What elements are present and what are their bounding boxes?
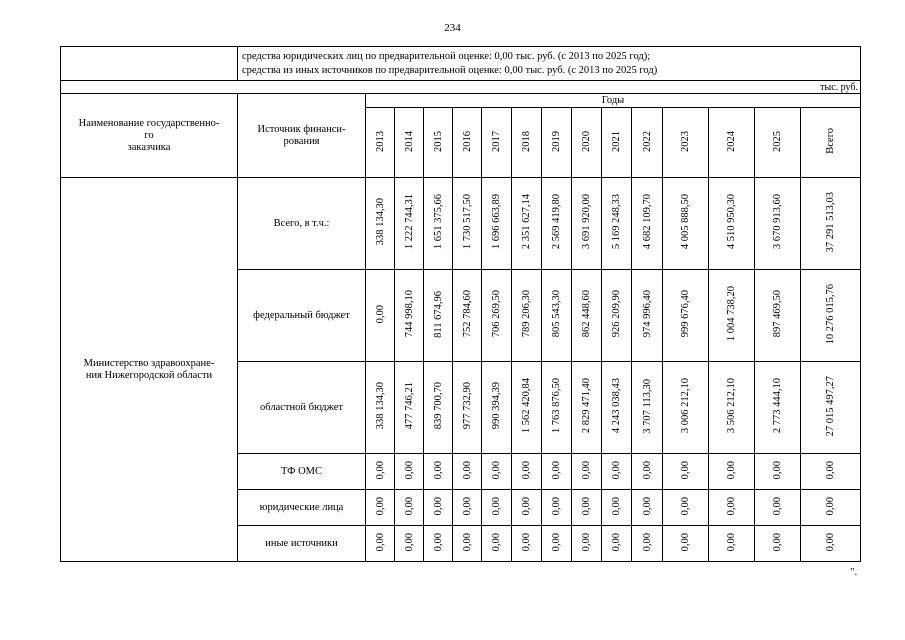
header-year-label: 2016 <box>461 130 473 152</box>
value-text: 3 691 920,00 <box>581 194 592 250</box>
total-cell <box>801 490 861 526</box>
value-cell <box>512 490 542 526</box>
value-cell <box>542 490 572 526</box>
value-text: 974 996,40 <box>641 290 653 338</box>
header-year-label: 2015 <box>432 130 444 152</box>
value-text: 0,00 <box>680 496 691 516</box>
source-cell: юридические лица <box>238 490 366 526</box>
value-text: 1 696 663,89 <box>491 194 502 250</box>
value-cell <box>632 362 663 454</box>
value-text: 0,00 <box>551 532 562 552</box>
value-cell <box>453 454 482 490</box>
value-text: 0,00 <box>374 304 386 324</box>
value-cell <box>395 178 424 270</box>
value-text: 1 562 420,84 <box>521 378 532 434</box>
value-cell <box>366 270 395 362</box>
intro-line-legal-entities: средства юридических лиц по предварительной оценке: 0,00 тыс. руб. (с 2013 по 2025 год); <box>242 50 651 62</box>
header-year <box>395 108 424 178</box>
value-text: 0,00 <box>726 460 737 480</box>
header-year <box>632 108 663 178</box>
value-cell <box>755 362 801 454</box>
value-text: 0,00 <box>726 532 737 552</box>
value-cell <box>602 490 632 526</box>
value-text: 3 707 113,30 <box>641 378 653 434</box>
header-year-label: 2021 <box>611 130 622 152</box>
header-year <box>602 108 632 178</box>
value-cell <box>663 490 709 526</box>
source-cell: ТФ ОМС <box>238 454 366 490</box>
value-cell <box>542 178 572 270</box>
value-text: 0,00 <box>772 532 783 552</box>
value-text: 3 670 913,60 <box>772 194 783 250</box>
value-cell <box>709 270 755 362</box>
value-cell <box>572 454 602 490</box>
source-cell: иные источники <box>238 526 366 562</box>
value-cell <box>632 178 663 270</box>
value-text: 2 569 419,80 <box>551 194 562 250</box>
value-cell <box>482 362 512 454</box>
value-text: 0,00 <box>772 496 783 516</box>
value-text: 0,00 <box>551 496 562 516</box>
value-cell <box>755 526 801 562</box>
value-cell <box>424 178 453 270</box>
value-cell <box>709 454 755 490</box>
value-cell <box>602 454 632 490</box>
unit-row <box>61 81 861 94</box>
value-cell <box>572 362 602 454</box>
value-cell <box>755 454 801 490</box>
value-text: 0,00 <box>551 460 562 480</box>
value-text: 977 732,90 <box>461 382 473 430</box>
value-cell <box>482 526 512 562</box>
value-text: 0,00 <box>374 496 386 516</box>
value-text: 0,00 <box>461 496 473 516</box>
value-text: 744 998,10 <box>403 290 415 338</box>
value-text: 0,00 <box>581 460 592 480</box>
value-text: 0,00 <box>581 532 592 552</box>
value-cell <box>453 270 482 362</box>
intro-empty-cell <box>61 47 238 81</box>
value-cell <box>572 178 602 270</box>
value-text: 0,00 <box>403 532 415 552</box>
value-cell <box>663 362 709 454</box>
value-cell <box>482 178 512 270</box>
value-cell <box>663 454 709 490</box>
value-cell <box>453 362 482 454</box>
header-year <box>482 108 512 178</box>
value-text: 1 222 744,31 <box>403 194 415 250</box>
value-text: 0,00 <box>641 496 653 516</box>
header-year <box>453 108 482 178</box>
value-cell <box>482 490 512 526</box>
value-text: 5 169 248,33 <box>611 194 622 250</box>
value-text: 0,00 <box>611 532 622 552</box>
value-cell <box>542 526 572 562</box>
total-text: 27 015 497,27 <box>825 375 836 437</box>
value-text: 0,00 <box>772 460 783 480</box>
value-text: 1 763 876,50 <box>551 378 562 434</box>
value-text: 999 676,40 <box>680 290 691 338</box>
value-cell <box>572 526 602 562</box>
total-text: 37 291 513,03 <box>825 191 836 253</box>
value-cell <box>395 270 424 362</box>
value-cell <box>663 270 709 362</box>
value-cell <box>602 178 632 270</box>
customer-cell <box>61 178 238 562</box>
value-cell <box>572 270 602 362</box>
value-text: 0,00 <box>521 496 532 516</box>
total-text: 10 276 015,76 <box>825 283 836 345</box>
value-text: 0,00 <box>726 496 737 516</box>
header-customer-text: Наименование государственно- го заказчика <box>78 117 220 153</box>
value-text: 0,00 <box>611 496 622 516</box>
source-cell: Всего, в т.ч.: <box>238 178 366 270</box>
header-year <box>542 108 572 178</box>
value-cell <box>542 362 572 454</box>
total-cell <box>801 270 861 362</box>
value-cell <box>632 454 663 490</box>
value-text: 2 351 627,14 <box>521 194 532 250</box>
value-text: 862 448,60 <box>581 290 592 338</box>
intro-line-other-sources: средства из иных источников по предварительной оценке: 0,00 тыс. руб. (с 2013 по 2025 год) <box>242 64 658 76</box>
value-cell <box>602 270 632 362</box>
value-cell <box>453 178 482 270</box>
value-text: 1 730 517,50 <box>461 194 473 250</box>
value-text: 0,00 <box>461 532 473 552</box>
value-cell <box>395 526 424 562</box>
value-text: 839 700,70 <box>432 382 444 430</box>
header-year-label: 2013 <box>374 130 386 152</box>
total-cell <box>801 178 861 270</box>
value-cell <box>366 526 395 562</box>
value-cell <box>632 490 663 526</box>
value-text: 1 651 375,66 <box>432 194 444 250</box>
source-cell: федеральный бюджет <box>238 270 366 362</box>
value-text: 0,00 <box>432 496 444 516</box>
value-text: 990 394,39 <box>491 382 502 430</box>
value-text: 4 682 109,70 <box>641 194 653 250</box>
header-year <box>663 108 709 178</box>
value-cell <box>424 526 453 562</box>
value-text: 0,00 <box>461 460 473 480</box>
intro-text-cell <box>238 47 861 81</box>
value-cell <box>424 490 453 526</box>
value-cell <box>482 270 512 362</box>
value-text: 4 005 888,50 <box>680 194 691 250</box>
value-cell <box>395 454 424 490</box>
table-row <box>61 178 861 270</box>
total-cell <box>801 526 861 562</box>
value-text: 0,00 <box>611 460 622 480</box>
value-text: 4 243 038,43 <box>611 378 622 434</box>
header-year <box>572 108 602 178</box>
value-cell <box>366 454 395 490</box>
header-customer <box>61 94 238 178</box>
total-text: 0,00 <box>825 496 836 516</box>
intro-row <box>61 47 861 81</box>
value-text: 752 784,60 <box>461 290 473 338</box>
value-cell <box>424 270 453 362</box>
value-cell <box>755 490 801 526</box>
value-cell <box>395 362 424 454</box>
value-text: 0,00 <box>374 532 386 552</box>
page-number: 234 <box>444 22 461 34</box>
unit-label: тыс. руб. <box>61 81 861 94</box>
header-total <box>801 108 861 178</box>
value-cell <box>366 178 395 270</box>
value-text: 338 134,30 <box>374 382 386 430</box>
value-text: 0,00 <box>521 460 532 480</box>
value-text: 0,00 <box>491 496 502 516</box>
value-cell <box>542 454 572 490</box>
value-cell <box>453 526 482 562</box>
value-cell <box>482 454 512 490</box>
value-text: 0,00 <box>641 532 653 552</box>
value-text: 1 004 738,20 <box>726 286 737 342</box>
value-text: 2 773 444,10 <box>772 378 783 434</box>
header-year-label: 2020 <box>581 130 592 152</box>
header-year-label: 2024 <box>726 130 737 152</box>
value-cell <box>663 526 709 562</box>
financing-table <box>60 46 861 562</box>
header-years-group: Годы <box>366 94 861 108</box>
header-year-label: 2023 <box>680 130 691 152</box>
value-cell <box>512 270 542 362</box>
value-text: 0,00 <box>581 496 592 516</box>
value-cell <box>709 490 755 526</box>
value-cell <box>632 526 663 562</box>
value-text: 4 510 950,30 <box>726 194 737 250</box>
value-cell <box>602 526 632 562</box>
header-year <box>709 108 755 178</box>
total-text: 0,00 <box>825 460 836 480</box>
value-text: 706 269,50 <box>491 290 502 338</box>
value-text: 0,00 <box>374 460 386 480</box>
value-cell <box>572 490 602 526</box>
value-cell <box>709 362 755 454</box>
value-text: 477 746,21 <box>403 382 415 430</box>
value-text: 0,00 <box>432 460 444 480</box>
value-cell <box>632 270 663 362</box>
header-row-years-group <box>61 94 861 108</box>
header-year-label: 2025 <box>772 130 783 152</box>
header-year <box>366 108 395 178</box>
header-year <box>755 108 801 178</box>
value-cell <box>542 270 572 362</box>
header-source <box>238 94 366 178</box>
value-cell <box>663 178 709 270</box>
value-cell <box>424 362 453 454</box>
header-year-label: 2017 <box>491 130 502 152</box>
value-text: 3 006 212,10 <box>680 378 691 434</box>
customer-name: Министерство здравоохране- ния Нижегородской области <box>83 357 215 381</box>
value-text: 2 829 471,40 <box>581 378 592 434</box>
total-text: 0,00 <box>825 532 836 552</box>
header-year-label: 2014 <box>403 130 415 152</box>
value-text: 3 506 212,10 <box>726 378 737 434</box>
value-text: 338 134,30 <box>374 198 386 246</box>
header-total-label: Всего <box>825 128 836 154</box>
value-text: 0,00 <box>432 532 444 552</box>
value-text: 897 469,50 <box>772 290 783 338</box>
value-text: 0,00 <box>641 460 653 480</box>
value-cell <box>709 526 755 562</box>
value-text: 0,00 <box>680 532 691 552</box>
value-cell <box>755 178 801 270</box>
value-cell <box>424 454 453 490</box>
header-year <box>512 108 542 178</box>
total-cell <box>801 362 861 454</box>
source-cell: областной бюджет <box>238 362 366 454</box>
value-cell <box>453 490 482 526</box>
value-text: 0,00 <box>521 532 532 552</box>
header-year-label: 2018 <box>521 130 532 152</box>
total-cell <box>801 454 861 490</box>
value-text: 0,00 <box>491 460 502 480</box>
value-cell <box>602 362 632 454</box>
value-cell <box>366 490 395 526</box>
value-cell <box>512 526 542 562</box>
value-cell <box>395 490 424 526</box>
value-cell <box>512 454 542 490</box>
value-text: 0,00 <box>403 496 415 516</box>
value-text: 0,00 <box>491 532 502 552</box>
value-cell <box>512 362 542 454</box>
value-cell <box>366 362 395 454</box>
value-cell <box>755 270 801 362</box>
header-source-text: Источник финанси- рования <box>257 123 346 147</box>
value-cell <box>512 178 542 270</box>
value-text: 811 674,96 <box>432 290 444 338</box>
header-year-label: 2019 <box>551 130 562 152</box>
header-year <box>424 108 453 178</box>
value-text: 789 206,30 <box>521 290 532 338</box>
value-text: 0,00 <box>680 460 691 480</box>
value-cell <box>709 178 755 270</box>
value-text: 926 209,90 <box>611 290 622 338</box>
value-text: 0,00 <box>403 460 415 480</box>
closing-quote-mark: ". <box>850 566 858 578</box>
header-year-label: 2022 <box>641 130 653 152</box>
value-text: 805 543,30 <box>551 290 562 338</box>
